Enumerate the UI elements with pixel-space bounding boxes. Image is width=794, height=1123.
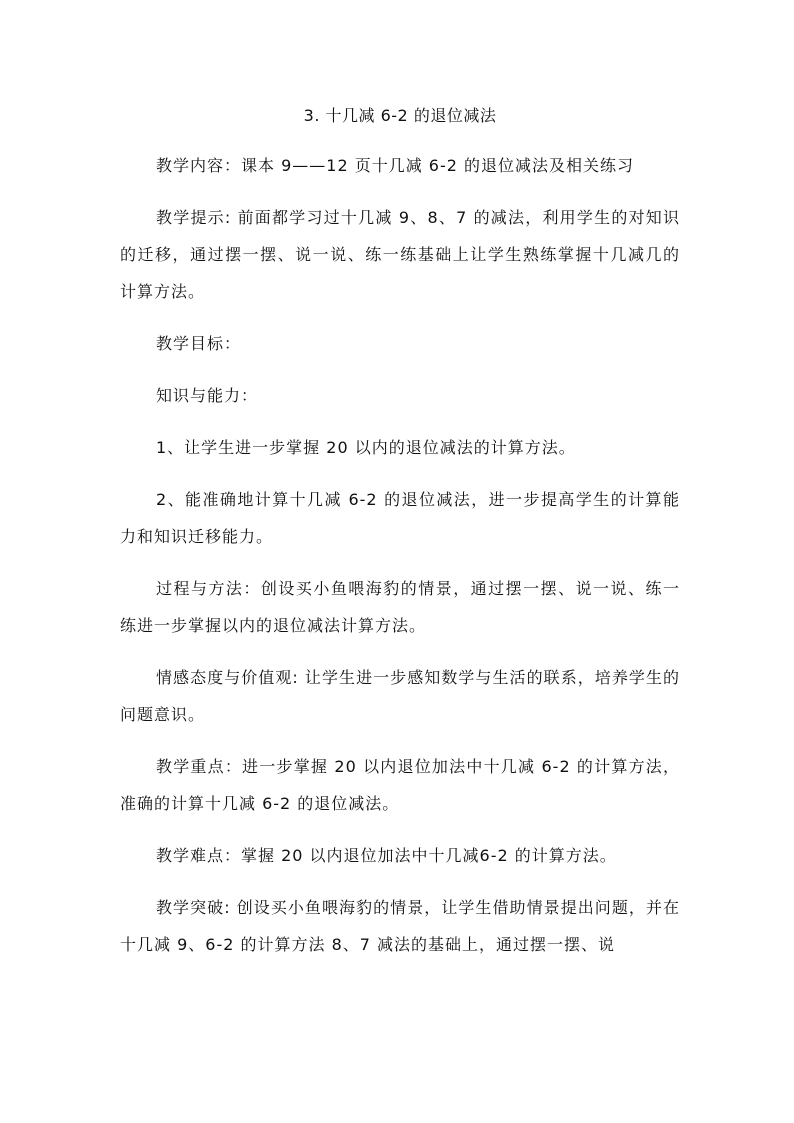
paragraph-goal-1: 1、让学生进一步掌握 20 以内的退位减法的计算方法。 — [156, 438, 576, 457]
paragraph-teaching-goals-heading: 教学目标： — [156, 334, 242, 353]
paragraph-teaching-tips: 教学提示: 前面都学习过十几减 9、8、7 的减法，利用学生的对知识的迁移，通过摆一摆、说一说、练一练基础上让学生熟练掌握十几减几的计算方法。 — [120, 208, 680, 301]
paragraph-key-point: 教学重点：进一步掌握 20 以内退位加法中十几减 6-2 的计算方法，准确的计算十几减 6-2 的退位减法。 — [120, 757, 680, 813]
paragraph-teaching-content: 教学内容：课本 9——12 页十几减 6-2 的退位减法及相关练习 — [156, 156, 635, 175]
document-page — [120, 98, 680, 978]
document-title: 3. 十几减 6-2 的退位减法 — [303, 106, 497, 125]
paragraph-process-method: 过程与方法：创设买小鱼喂海豹的情景，通过摆一摆、说一说、练一练进一步掌握以内的退位减法计算方法。 — [120, 579, 680, 635]
paragraph-difficulty: 教学难点：掌握 20 以内退位加法中十几减6-2 的计算方法。 — [156, 846, 617, 865]
paragraph-goal-2: 2、能准确地计算十几减 6-2 的退位减法，进一步提高学生的计算能力和知识迁移能力。 — [120, 490, 680, 546]
paragraph-emotion-values: 情感态度与价值观: 让学生进一步感知数学与生活的联系，培养学生的问题意识。 — [120, 668, 680, 724]
paragraph-breakthrough: 教学突破: 创设买小鱼喂海豹的情景，让学生借助情景提出问题，并在十几减 9、6-2 的计算方法 8、7 减法的基础上，通过摆一摆、说 — [120, 898, 680, 954]
paragraph-knowledge-ability-heading: 知识与能力： — [156, 386, 259, 405]
